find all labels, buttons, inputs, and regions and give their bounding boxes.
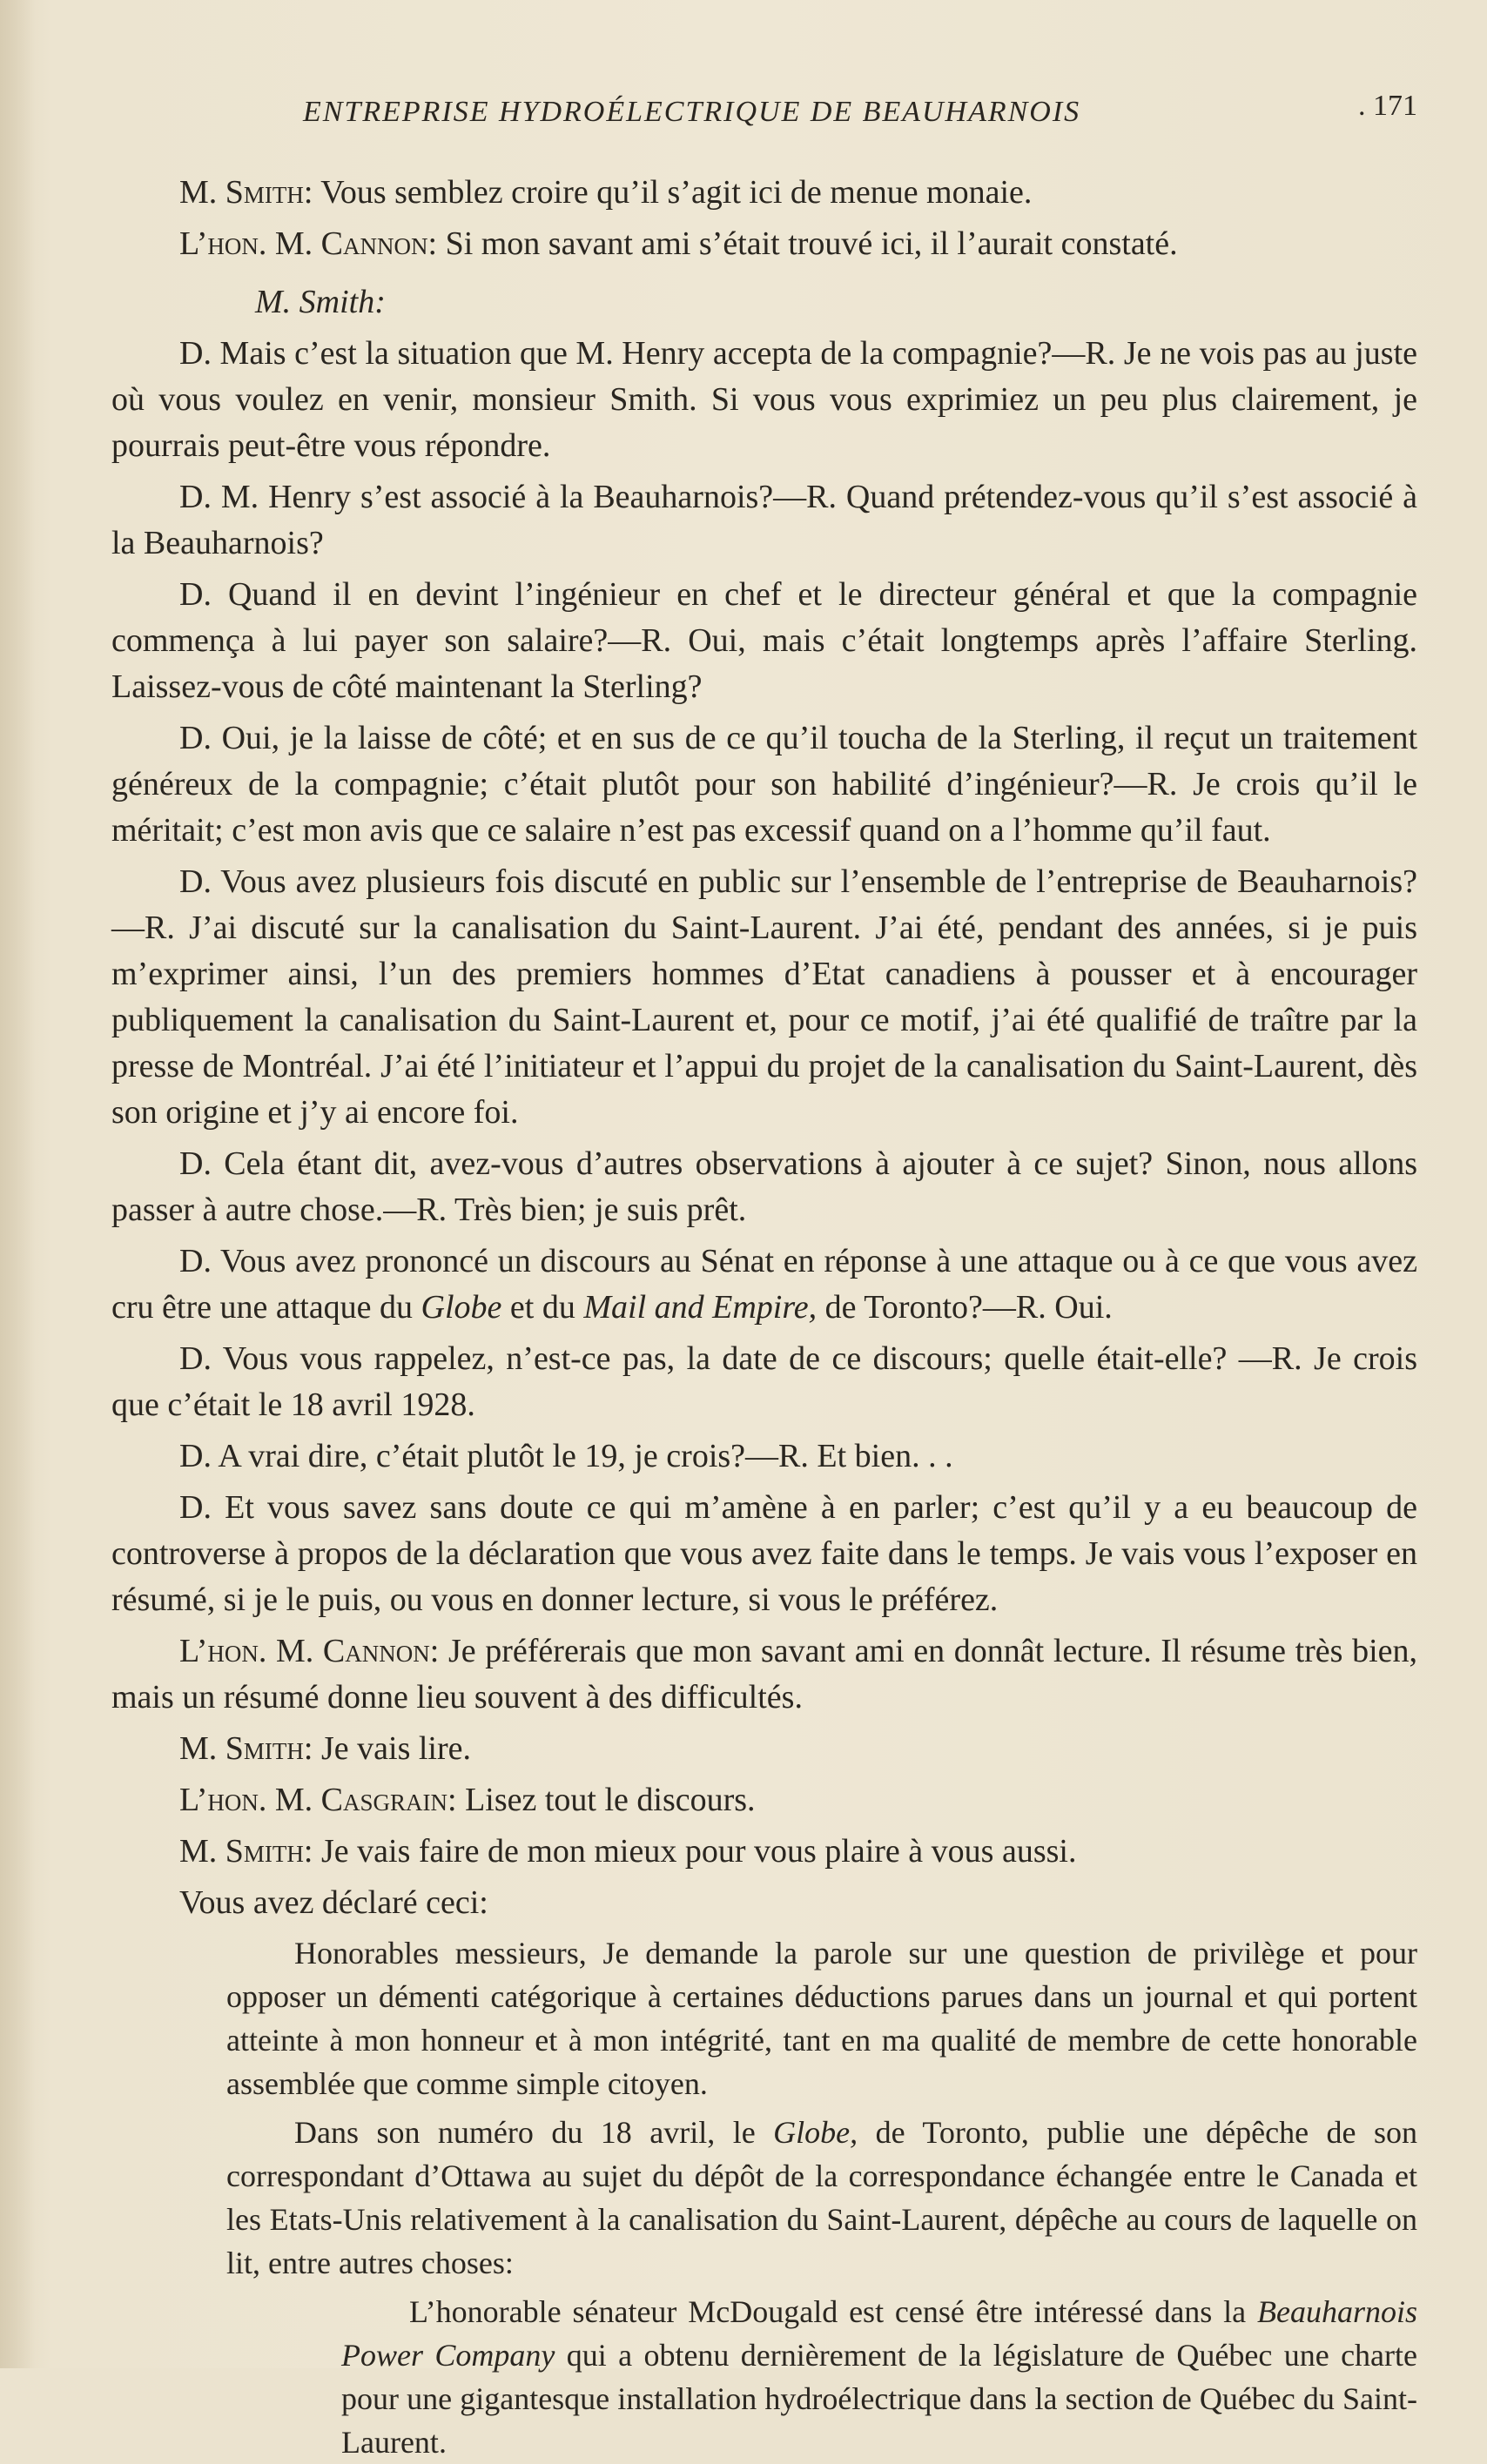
text-run: de Toronto, publie une dépêche de son correspondant d’Ottawa au sujet du dépôt de la correspondance échangée entre le Canada et les Etats-Unis relativement à la canalisation du Saint-Laurent, dépêche au cours de laquelle on lit, entre autres choses: [226, 2115, 1417, 2280]
paragraph [111, 1777, 1417, 1823]
text-run: D. Vous avez prononcé un discours au Sénat en réponse à une attaque ou à ce que vous avez cru être une attaque du [111, 1243, 1417, 1326]
nested-quote [341, 2290, 1417, 2464]
quote-paragraph: Honorables messieurs, Je demande la parole sur une question de privilège et pour opposer un démenti catégorique à certaines déductions parues dans un journal et qui portent atteinte à mon honneur et à mon intégrité, tant en ma qualité de membre de cette honorable assemblée que comme simple citoyen. [226, 1936, 1417, 2101]
speech-text: Je préférerais que mon savant ami en donnât lecture. Il résume très bien, mais un résumé donne lieu souvent à des difficultés. [111, 1633, 1417, 1715]
paragraph: D. Vous avez plusieurs fois discuté en public sur l’ensemble de l’entreprise de Beauharnois?—R. J’ai discuté sur la canalisation du Saint-Laurent. J’ai été, pendant des années, si je puis m’exprimer ainsi, l’un des premiers hommes d’Etat canadiens à pousser et à encourager publiquement la canalisation du Saint-Laurent et, pour ce motif, j’ai été qualifié de traître par la presse de Montréal. J’ai été l’initiateur et l’appui du projet de la canalisation du Saint-Laurent, dès son origine et j’y ai encore foi. [111, 863, 1417, 1131]
paragraph: D. Cela étant dit, avez-vous d’autres observations à ajouter à ce sujet? Sinon, nous allons passer à autre chose.—R. Très bien; je suis prêt. [111, 1145, 1417, 1228]
text-run: qui a obtenu dernièrement de la législature de Québec une charte pour une gigantesque installation hydroélectrique dans la section de Québec du Saint-Laurent. [341, 2338, 1418, 2460]
paragraph: D. Oui, je la laisse de côté; et en sus de ce qu’il toucha de la Sterling, il reçut un traitement généreux de la compagnie; c’était plutôt pour son habilité d’ingénieur?—R. Je crois qu’il le méritait; c’est mon avis que ce salaire n’est pas excessif quand on a l’homme qu’il faut. [111, 720, 1417, 849]
running-title: ENTREPRISE HYDROÉLECTRIQUE DE BEAUHARNOIS [303, 96, 1081, 128]
paragraph: Vous avez déclaré ceci: [179, 1884, 488, 1921]
nested-quote-paragraph [341, 2290, 1417, 2464]
company-name: Beauharnois Power Company [341, 2294, 1417, 2373]
paragraph: D. Mais c’est la situation que M. Henry accepta de la compagnie?—R. Je ne vois pas au juste où vous voulez en venir, monsieur Smith. Si vous vous exprimiez un peu plus clairement, je pourrais peut-être vous répondre. [111, 335, 1417, 464]
text-run: de Toronto?—R. Oui. [817, 1289, 1113, 1326]
section-speaker-heading: M. Smith: [255, 284, 386, 320]
newspaper-title: Mail and Empire, [583, 1289, 818, 1326]
running-header [111, 83, 1417, 135]
newspaper-title: Globe [421, 1289, 502, 1326]
text-run: et du [501, 1289, 584, 1326]
speech-text: Vous semblez croire qu’il s’agit ici de menue monaie. [313, 174, 1033, 211]
paragraph [111, 1239, 1417, 1331]
paragraph: D. Vous vous rappelez, n’est-ce pas, la date de ce discours; quelle était-elle? —R. Je crois que c’était le 18 avril 1928. [111, 1340, 1417, 1423]
speech-text: Je vais faire de mon mieux pour vous plaire à vous aussi. [313, 1833, 1077, 1870]
speaker-name: M. Smith: [179, 1730, 313, 1767]
speaker-name: M. Smith: [179, 174, 313, 211]
quote-paragraph [226, 2111, 1417, 2285]
speaker-name: L’hon. M. Cannon: [179, 225, 438, 262]
speaker-name: L’hon. M. Cannon: [179, 1633, 440, 1669]
speech-text: Si mon savant ami s’était trouvé ici, il l’aurait constaté. [437, 225, 1178, 262]
paragraph: D. Et vous savez sans doute ce qui m’amène à en parler; c’est qu’il y a eu beaucoup de controverse à propos de la déclaration que vous avez faite dans le temps. Je vais vous l’exposer en résumé, si je le puis, ou vous en donner lecture, si vous le préférez. [111, 1489, 1417, 1618]
paragraph [111, 1726, 1417, 1772]
paragraph: D. Quand il en devint l’ingénieur en chef et le directeur général et que la compagnie commença à lui payer son salaire?—R. Oui, mais c’était longtemps après l’affaire Sterling. Laissez-vous de côté maintenant la Sterling? [111, 576, 1417, 705]
paragraph [111, 1829, 1417, 1875]
paragraph [111, 221, 1417, 267]
speech-text: Lisez tout le discours. [456, 1782, 756, 1818]
paragraph [111, 1628, 1417, 1721]
page-gutter-shadow [0, 0, 35, 2368]
paragraph [111, 170, 1417, 216]
text-run: L’honorable sénateur McDougald est censé être intéressé dans la [409, 2294, 1257, 2329]
speaker-name: M. Smith: [179, 1833, 313, 1870]
paragraph: D. A vrai dire, c’était plutôt le 19, je crois?—R. Et bien. . . [179, 1438, 953, 1474]
text-run: Dans son numéro du 18 avril, le [294, 2115, 774, 2150]
newspaper-title: Globe, [773, 2115, 858, 2150]
speaker-name: L’hon. M. Casgrain: [179, 1782, 457, 1818]
quoted-speech [226, 1931, 1417, 2464]
body-text [111, 170, 1417, 2464]
speech-text: Je vais lire. [313, 1730, 471, 1767]
paragraph: D. M. Henry s’est associé à la Beauharnois?—R. Quand prétendez-vous qu’il s’est associé à la Beauharnois? [111, 479, 1417, 561]
page-number: . 171 [1358, 90, 1417, 122]
